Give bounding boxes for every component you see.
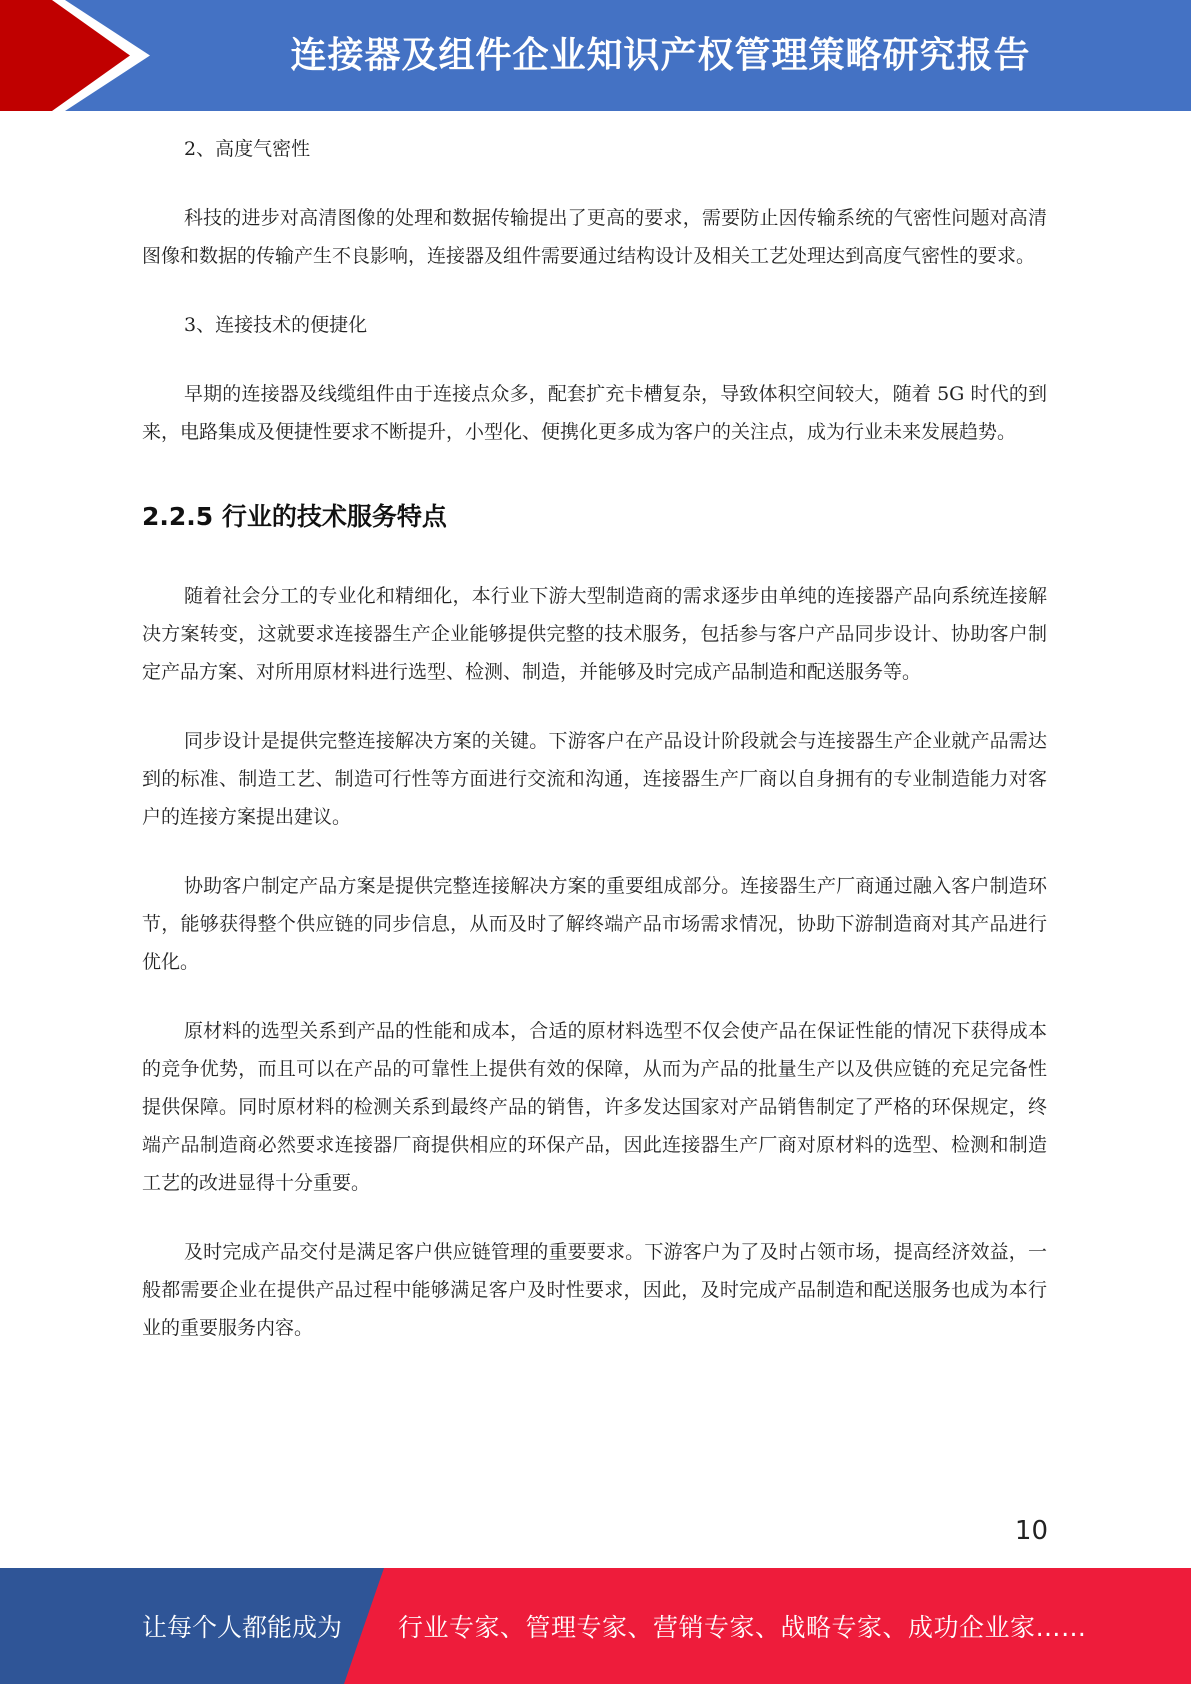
page-content (142, 130, 1047, 1378)
subhead-convenience: 3、连接技术的便捷化 (184, 314, 368, 336)
paragraph-sync-design: 同步设计是提供完整连接解决方案的关键。下游客户在产品设计阶段就会与连接器生产企业就产品需达到的标准、制造工艺、制造可行性等方面进行交流和沟通，连接器生产厂商以自身拥有的专业制造能力对客户的连接方案提出建议。 (142, 730, 1047, 828)
paragraph-product-plan: 协助客户制定产品方案是提供完整连接解决方案的重要组成部分。连接器生产厂商通过融入客户制造环节，能够获得整个供应链的同步信息，从而及时了解终端产品市场需求情况，协助下游制造商对其产品进行优化。 (142, 875, 1047, 973)
paragraph-material-selection: 原材料的选型关系到产品的性能和成本，合适的原材料选型不仅会使产品在保证性能的情况下获得成本的竞争优势，而且可以在产品的可靠性上提供有效的保障，从而为产品的批量生产以及供应链的充足完备性提供保障。同时原材料的检测关系到最终产品的销售，许多发达国家对产品销售制定了严格的环保规定，终端产品制造商必然要求连接器厂商提供相应的环保产品，因此连接器生产厂商对原材料的选型、检测和制造工艺的改进显得十分重要。 (142, 1020, 1047, 1194)
paragraph-airtightness: 科技的进步对高清图像的处理和数据传输提出了更高的要求，需要防止因传输系统的气密性问题对高清图像和数据的传输产生不良影响，连接器及组件需要通过结构设计及相关工艺处理达到高度气密性的要求。 (142, 207, 1047, 267)
page-footer (0, 1568, 1191, 1684)
page-header (0, 0, 1191, 111)
report-title: 连接器及组件企业知识产权管理策略研究报告 (290, 35, 1031, 76)
footer-slogan-right: 行业专家、管理专家、营销专家、战略专家、成功企业家…… (398, 1613, 1087, 1642)
paragraph-service-overview: 随着社会分工的专业化和精细化，本行业下游大型制造商的需求逐步由单纯的连接器产品向系统连接解决方案转变，这就要求连接器生产企业能够提供完整的技术服务，包括参与客户产品同步设计、协助客户制定产品方案、对所用原材料进行选型、检测、制造，并能够及时完成产品制造和配送服务等。 (142, 585, 1047, 683)
section-heading-2-2-5: 2.2.5 行业的技术服务特点 (142, 502, 447, 531)
paragraph-delivery: 及时完成产品交付是满足客户供应链管理的重要要求。下游客户为了及时占领市场，提高经济效益，一般都需要企业在提供产品过程中能够满足客户及时性要求，因此，及时完成产品制造和配送服务也成为本行业的重要服务内容。 (142, 1241, 1047, 1339)
footer-slogan-left: 让每个人都能成为 (142, 1613, 343, 1642)
header-chevron-icon (0, 0, 160, 111)
subhead-airtightness: 2、高度气密性 (184, 138, 311, 160)
paragraph-convenience: 早期的连接器及线缆组件由于连接点众多，配套扩充卡槽复杂，导致体积空间较大，随着 5G 时代的到来，电路集成及便捷性要求不断提升，小型化、便携化更多成为客户的关注点，成为行业未来发展趋势。 (142, 383, 1047, 443)
page-number: 10 (1014, 1516, 1048, 1546)
